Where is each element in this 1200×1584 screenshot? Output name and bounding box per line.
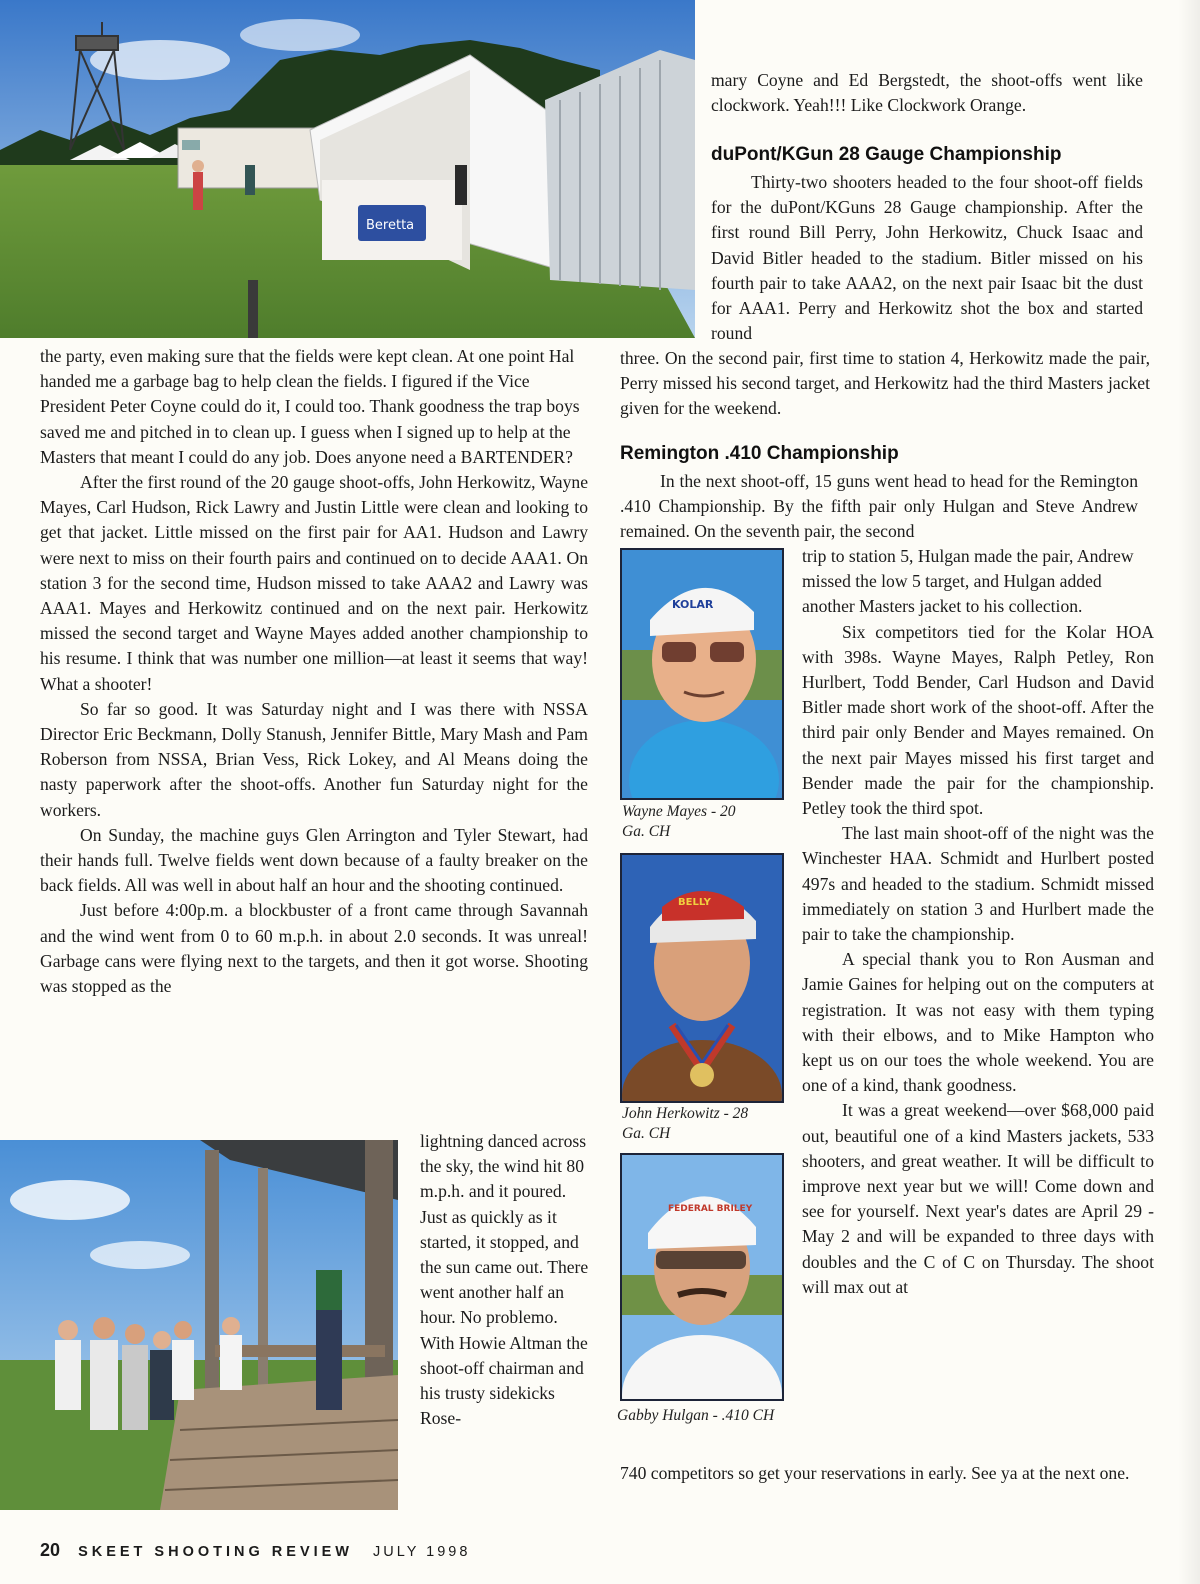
- paragraph: 740 competitors so get your reservations in early. See ya at the next one.: [620, 1463, 1130, 1483]
- paragraph: the party, even making sure that the fields were kept clean. At one point Hal handed me a garbage bag to help clean the fields. I figured if the Vice President Peter Coyne could do it, I could too. Thank goodness the trap boys saved me and pitched in to clean up. I guess when I signed up to help at the Masters that meant I could do any job. Does anyone need a BARTENDER?: [40, 346, 580, 467]
- paragraph: Thirty-two shooters headed to the four shoot-off fields for the duPont/KGuns 28 Gauge championship. After the first round Bill Perry, John Herkowitz, Chuck Isaac and David Bitler headed to the stadium. Bitler missed on his fourth pair to take AAA2, on the next pair Isaac bit the dust for AAA1. Perry and Herkowitz shot the box and started round: [711, 172, 1143, 344]
- col-a: [40, 344, 588, 999]
- cap-text: KOLAR: [672, 598, 714, 611]
- paragraph: three. On the second pair, first time to station 4, Herkowitz made the pair, Perry missed his second target, and Herkowitz had the third Masters jacket given for the weekend.: [620, 348, 1150, 419]
- caption-mayes: Wayne Mayes - 20 Ga. CH: [622, 803, 736, 840]
- portrait-wayne-mayes: [620, 548, 784, 800]
- paragraph: The last main shoot-off of the night was the Winchester HAA. Schmidt and Hurlbert posted 497s and headed to the stadium. Schmidt missed immediately on station 3 and Hurlbert made the pair to take the championship.: [802, 823, 1154, 945]
- photo-shooters-porch: [0, 1140, 398, 1510]
- paragraph: Six competitors tied for the Kolar HOA with 398s. Wayne Mayes, Ralph Petley, Ron Hurlbert, Todd Bender, Carl Hudson and David Bitler made short work of the shoot-off. After the third pair only Bender and Mayes remained. On the next pair Mayes missed his first target and Bender made the pair for the championship. Petley took the third spot.: [802, 621, 1154, 819]
- publication-name: SKEET SHOOTING REVIEW: [78, 1544, 353, 1560]
- heading-28-gauge: duPont/KGun 28 Gauge Championship: [711, 144, 1062, 165]
- portrait-gabby-hulgan: [620, 1153, 784, 1401]
- photo-tents: [0, 0, 695, 338]
- paragraph: So far so good. It was Saturday night and I was there with NSSA Director Eric Beckmann, Dolly Stanush, Jennifer Bittle, Mary Mash and Pam Roberson from NSSA, Brian Vess, Rick Lokey, and Al Means doing the nasty paperwork after the shoot-offs. Another fun Saturday night for the workers.: [40, 698, 588, 820]
- p410-top: [620, 469, 1138, 545]
- caption-herkowitz: John Herkowitz - 28 Ga. CH: [622, 1105, 749, 1142]
- porch-scene: [0, 1140, 398, 1510]
- paragraph: trip to station 5, Hulgan made the pair, Andrew missed the low 5 target, and Hulgan added another Masters jacket to his collection.: [802, 546, 1134, 617]
- tents-scene: [0, 0, 695, 338]
- page-edge-shadow: [1178, 0, 1200, 1584]
- issue-date: JULY 1998: [373, 1544, 471, 1560]
- paragraph: lightning danced across the sky, the wind hit 80 m.p.h. and it poured. Just as quickly as it started, it stopped, and the sun came out. There went another half an hour. No problemo. With Howie Altman the shoot-off chairman and his trusty sidekicks Rose-: [420, 1131, 589, 1429]
- hulgan-photo: [622, 1155, 782, 1399]
- page-footer: [40, 1540, 470, 1561]
- paragraph: mary Coyne and Ed Bergstedt, the shoot-offs went like clockwork. Yeah!!! Like Clockwork Orange.: [711, 70, 1143, 116]
- col-b-top: [711, 68, 1143, 118]
- paragraph: It was a great weekend—over $68,000 paid out, beautiful one of a kind Masters jackets, 533 shooters, and great weather. It will be difficult to improve next year but we will! Come down and see for yourself. Next year's dates are April 29 - May 2 and will be expanded to three days with doubles and the C of C on Thursday. The shoot will max out at: [802, 1100, 1154, 1297]
- mayes-photo: [622, 550, 782, 798]
- page-number: 20: [40, 1540, 61, 1560]
- p28-narrow: [711, 170, 1143, 346]
- paragraph: After the first round of the 20 gauge shoot-offs, John Herkowitz, Wayne Mayes, Carl Hudson, Rick Lawry and Justin Little were clean and looking to get that jacket. Little missed on the first pair for AA1. Hudson and Lawry were next to miss on their fourth pairs and continued on to decide AAA1. On station 3 for the second time, Hudson missed to take AAA2 and Lawry was AAA1. Mayes and Herkowitz continued and on the next pair. Herkowitz missed the second target and Wayne Mayes added another championship to his resume. I think that was number one million—at least it seems that way! What a shooter!: [40, 472, 588, 694]
- cap-text: FEDERAL BRILEY: [668, 1204, 753, 1214]
- banner-text: Beretta: [366, 218, 415, 233]
- col-a-narrow: [420, 1129, 590, 1431]
- cap-text: BELLY: [678, 897, 711, 908]
- col-c: [802, 544, 1154, 1300]
- paragraph: Just before 4:00p.m. a blockbuster of a front came through Savannah and the wind went from 0 to 60 m.p.h. in about 2.0 seconds. It was unreal! Garbage cans were flying next to the targets, and then it got worse. Shooting was stopped as the: [40, 900, 588, 997]
- paragraph: In the next shoot-off, 15 guns went head to head for the Remington .410 Championship. By the fifth pair only Hulgan and Steve Andrew remained. On the seventh pair, the second: [620, 471, 1138, 542]
- portrait-john-herkowitz: [620, 853, 784, 1103]
- p28-wide: [620, 346, 1150, 422]
- paragraph: A special thank you to Ron Ausman and Jamie Gaines for helping out on the computers at registration. It was not easy with them typing with their elbows, and to Mike Hampton who kept us on our toes the whole weekend. You are one of a kind, thank goodness.: [802, 949, 1154, 1096]
- col-c-end: [620, 1461, 1150, 1486]
- caption-hulgan: Gabby Hulgan - .410 CH: [617, 1407, 775, 1424]
- paragraph: On Sunday, the machine guys Glen Arrington and Tyler Stewart, had their hands full. Twelve fields went down because of a faulty breaker on the back fields. All was well in about half an hour and the shooting continued.: [40, 824, 588, 896]
- herkowitz-photo: [622, 855, 782, 1101]
- heading-410: Remington .410 Championship: [620, 443, 899, 464]
